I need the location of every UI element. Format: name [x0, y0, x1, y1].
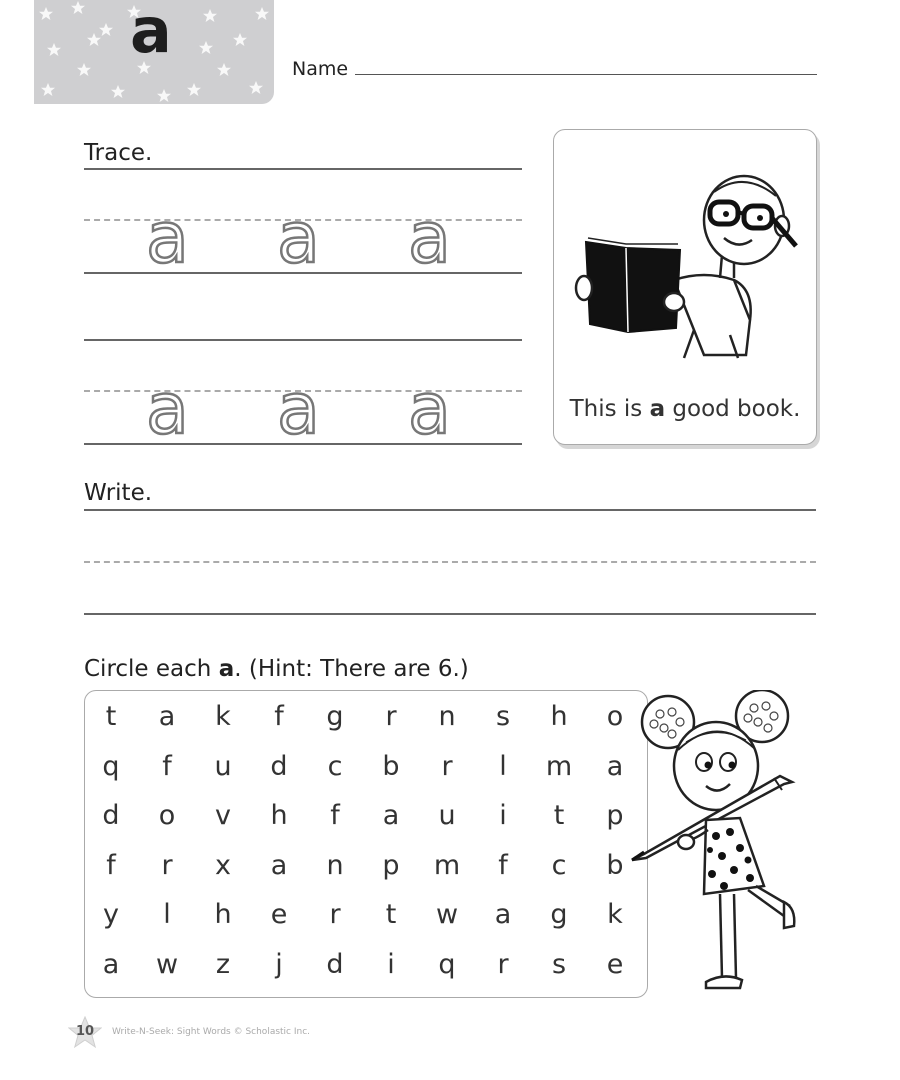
- trace-heading-rule: [84, 168, 522, 170]
- word-search-heading: [84, 656, 469, 682]
- sentence-text: good book.: [665, 396, 801, 422]
- grid-letter[interactable]: f: [106, 849, 116, 881]
- grid-letter[interactable]: l: [499, 750, 507, 782]
- grid-letter[interactable]: g: [326, 701, 344, 732]
- grid-letter[interactable]: v: [215, 800, 231, 831]
- footer-credit: Write-N-Seek: Sight Words © Scholastic Inc.: [112, 1027, 311, 1037]
- letter-tile: [34, 0, 274, 104]
- girl-with-pencil-illustration: [624, 690, 804, 1000]
- grid-letter[interactable]: k: [215, 701, 231, 732]
- grid-row: [85, 899, 647, 939]
- grid-letter[interactable]: t: [385, 899, 397, 930]
- grid-letter[interactable]: y: [103, 899, 119, 930]
- page-number: 10: [75, 1024, 95, 1039]
- name-field-line[interactable]: [355, 74, 817, 75]
- letter-grid: [85, 691, 647, 997]
- grid-letter[interactable]: i: [499, 800, 507, 831]
- grid-letter[interactable]: a: [494, 899, 512, 930]
- grid-letter[interactable]: b: [606, 849, 624, 881]
- grid-letter[interactable]: m: [433, 849, 461, 881]
- grid-letter[interactable]: r: [385, 701, 397, 732]
- grid-letter[interactable]: r: [497, 948, 509, 980]
- grid-letter[interactable]: e: [270, 899, 288, 930]
- write-baseline[interactable]: [84, 613, 816, 615]
- trace-letter: a: [408, 197, 451, 279]
- grid-letter[interactable]: n: [326, 849, 344, 881]
- trace-letter: a: [277, 368, 320, 450]
- grid-letter[interactable]: r: [329, 899, 341, 930]
- word-search-grid: [84, 690, 648, 998]
- grid-letter[interactable]: a: [606, 750, 624, 782]
- grid-row: [85, 800, 647, 840]
- grid-letter[interactable]: n: [438, 701, 456, 732]
- write-heading: Write.: [84, 480, 153, 506]
- heading-target-letter: a: [218, 656, 235, 682]
- grid-letter[interactable]: t: [553, 800, 565, 831]
- grid-letter[interactable]: t: [105, 701, 117, 732]
- grid-letter[interactable]: a: [382, 800, 400, 831]
- grid-letter[interactable]: f: [330, 800, 340, 831]
- heading-text: . (Hint: There are 6.): [234, 656, 469, 682]
- sentence-text: This is: [569, 396, 650, 422]
- grid-letter[interactable]: g: [550, 899, 568, 930]
- grid-letter[interactable]: x: [215, 849, 231, 881]
- trace-letter: a: [146, 368, 189, 450]
- grid-letter[interactable]: l: [163, 899, 171, 930]
- sentence-target-word: a: [649, 396, 666, 422]
- grid-letter[interactable]: d: [270, 750, 288, 782]
- grid-letter[interactable]: h: [270, 800, 288, 831]
- grid-letter[interactable]: p: [606, 800, 624, 831]
- grid-letter[interactable]: q: [438, 948, 456, 980]
- card-sentence: [554, 396, 816, 422]
- grid-letter[interactable]: b: [382, 750, 400, 782]
- grid-letter[interactable]: r: [161, 849, 173, 881]
- grid-letter[interactable]: z: [215, 948, 231, 980]
- boy-reading-illustration: [554, 130, 816, 380]
- picture-card: [553, 129, 817, 445]
- grid-letter[interactable]: m: [545, 750, 573, 782]
- page-letter: a: [130, 0, 172, 67]
- grid-letter[interactable]: a: [102, 948, 120, 980]
- trace-letter: a: [146, 197, 189, 279]
- grid-letter[interactable]: c: [551, 849, 567, 881]
- grid-letter[interactable]: j: [275, 948, 283, 980]
- grid-letter[interactable]: c: [327, 750, 343, 782]
- grid-row: [85, 850, 647, 890]
- trace-heading: Trace.: [84, 140, 153, 166]
- trace-letter: a: [408, 368, 451, 450]
- grid-letter[interactable]: k: [607, 899, 623, 930]
- write-midline: [84, 561, 816, 563]
- grid-letter[interactable]: f: [162, 750, 172, 782]
- grid-letter[interactable]: u: [214, 750, 232, 782]
- grid-letter[interactable]: h: [214, 899, 232, 930]
- grid-letter[interactable]: a: [270, 849, 288, 881]
- grid-letter[interactable]: w: [155, 948, 179, 980]
- grid-letter[interactable]: d: [102, 800, 120, 831]
- grid-letter[interactable]: d: [326, 948, 344, 980]
- grid-letter[interactable]: o: [158, 800, 176, 831]
- name-label: Name: [292, 58, 349, 80]
- trace-topline-2: [84, 339, 522, 341]
- grid-letter[interactable]: f: [498, 849, 508, 881]
- grid-row: [85, 751, 647, 791]
- grid-letter[interactable]: r: [441, 750, 453, 782]
- write-topline: [84, 509, 816, 511]
- grid-letter[interactable]: i: [387, 948, 395, 980]
- grid-letter[interactable]: h: [550, 701, 568, 732]
- grid-row: [85, 701, 647, 741]
- grid-letter[interactable]: w: [435, 899, 459, 930]
- grid-letter[interactable]: p: [382, 849, 400, 881]
- trace-letter: a: [277, 197, 320, 279]
- grid-letter[interactable]: q: [102, 750, 120, 782]
- grid-letter[interactable]: a: [158, 701, 176, 732]
- grid-letter[interactable]: f: [274, 701, 284, 732]
- heading-text: Circle each: [84, 656, 219, 682]
- grid-letter[interactable]: o: [606, 701, 624, 732]
- grid-letter[interactable]: s: [495, 701, 511, 732]
- grid-row: [85, 949, 647, 989]
- grid-letter[interactable]: u: [438, 800, 456, 831]
- grid-letter[interactable]: s: [551, 948, 567, 980]
- grid-letter[interactable]: e: [606, 948, 624, 980]
